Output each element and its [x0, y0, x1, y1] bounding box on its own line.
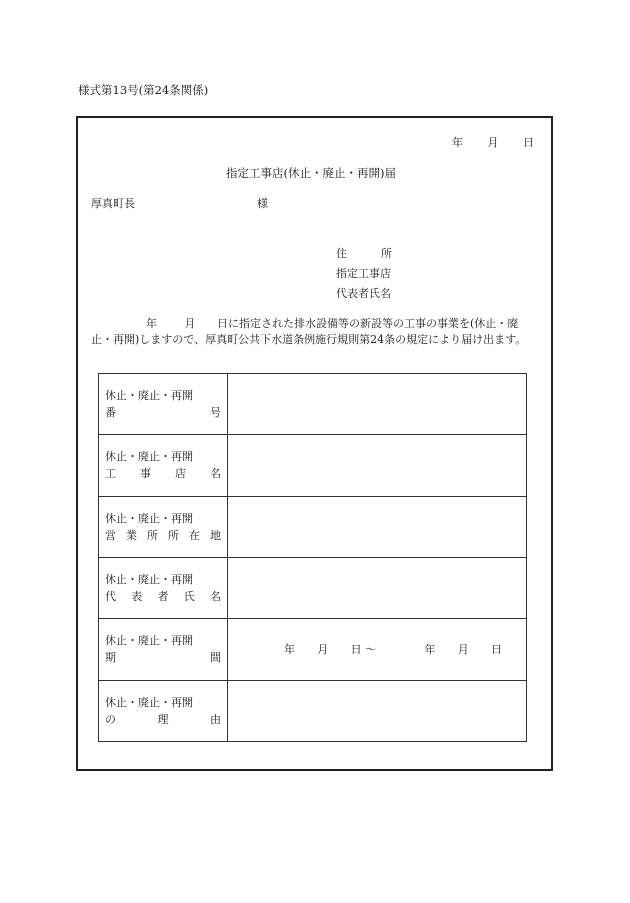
period-field[interactable] [228, 619, 527, 680]
label-char: 氏 [183, 590, 195, 604]
label-char: 店 [175, 467, 186, 481]
label-char: 事 [140, 467, 151, 481]
date-year: 年 [452, 136, 463, 149]
label-char: 者 [157, 590, 169, 604]
period-end-month: 月 [457, 643, 469, 657]
label-char: 名 [210, 467, 221, 481]
label-char: 番 [105, 406, 116, 420]
label-char: 在 [189, 528, 200, 542]
label-char: 期 [105, 651, 116, 665]
label-char: 号 [210, 406, 221, 420]
label-char: 地 [210, 528, 221, 542]
row-label-line2 [105, 588, 221, 605]
applicant-address-label [336, 245, 392, 261]
table-row [99, 435, 527, 496]
number-field[interactable] [228, 374, 527, 435]
details-table [98, 373, 527, 742]
row-label [99, 374, 228, 435]
applicant-representative-label: 代表者氏名 [336, 287, 391, 300]
label-char: の [105, 712, 116, 726]
row-label [99, 680, 228, 741]
label-char: 営 [105, 528, 116, 542]
label-char: 間 [210, 651, 221, 665]
row-label [99, 496, 228, 557]
body-line-1 [146, 315, 518, 331]
document-title: 指定工事店(休止・廃止・再開)届 [226, 166, 396, 180]
addressee-honorific: 様 [257, 197, 268, 210]
label-char: 工 [105, 467, 116, 481]
label-char: 代 [105, 590, 116, 604]
body-month: 月 [184, 317, 196, 330]
table-row [99, 557, 527, 618]
row-label [99, 619, 228, 680]
label-char: 所 [168, 528, 179, 542]
table-row [99, 619, 527, 680]
row-label-line1: 休止・廃止・再開 [105, 511, 193, 525]
period-end-day: 日 [490, 643, 502, 657]
period-start-month: 月 [317, 643, 329, 657]
label-char: 理 [157, 712, 169, 726]
body-year: 年 [146, 317, 157, 330]
row-label-line2 [105, 465, 221, 482]
table-row [99, 374, 527, 435]
label-char: 業 [126, 528, 137, 542]
label-char: 由 [210, 712, 221, 726]
row-label-line1: 休止・廃止・再開 [105, 389, 193, 403]
addressee-name: 厚真町長 [91, 197, 135, 210]
period-start-year: 年 [284, 643, 295, 657]
representative-name-field[interactable] [228, 557, 527, 618]
office-address-field[interactable] [228, 496, 527, 557]
submission-date [452, 134, 534, 150]
table-row [99, 680, 527, 741]
date-month: 月 [487, 136, 499, 149]
row-label-line2 [105, 711, 221, 728]
row-label-line1: 休止・廃止・再開 [105, 450, 193, 464]
row-label [99, 435, 228, 496]
address-char-2: 所 [381, 247, 392, 260]
table-row [99, 496, 527, 557]
row-label-line2 [105, 404, 221, 421]
label-char: 名 [210, 590, 221, 604]
body-text-1: 日に指定された排水設備等の新設等の工事の事業を(休止・廃 [217, 317, 519, 330]
row-label-line1: 休止・廃止・再開 [105, 695, 193, 709]
applicant-company-label: 指定工事店 [336, 267, 391, 280]
row-label-line2 [105, 649, 221, 666]
label-char: 所 [147, 528, 158, 542]
label-char: 表 [131, 590, 143, 604]
period-start-day: 日 〜 [350, 643, 377, 657]
row-label-line2 [105, 527, 221, 544]
row-label-line1: 休止・廃止・再開 [105, 573, 193, 587]
body-line-2: 止・再開)しますので、厚真町公共下水道条例施行規則第24条の規定により届け出ます。 [91, 333, 527, 346]
period-dates [228, 641, 526, 657]
reason-field[interactable] [228, 680, 527, 741]
form-number: 様式第13号(第24条関係) [78, 83, 209, 97]
row-label [99, 557, 228, 618]
company-name-field[interactable] [228, 435, 527, 496]
date-day: 日 [523, 136, 534, 149]
address-char-1: 住 [336, 247, 347, 260]
row-label-line1: 休止・廃止・再開 [105, 634, 193, 648]
period-end-year: 年 [424, 643, 436, 657]
